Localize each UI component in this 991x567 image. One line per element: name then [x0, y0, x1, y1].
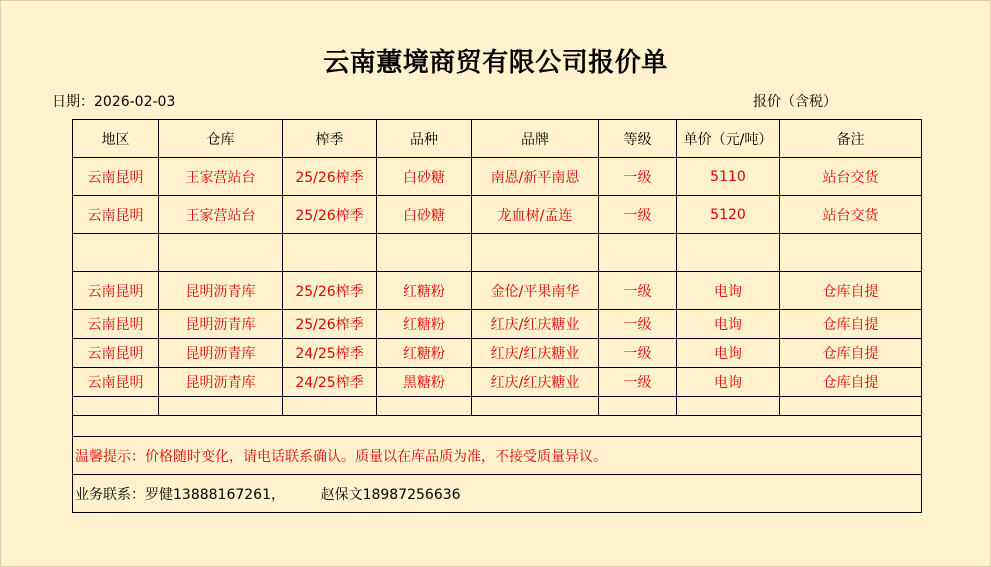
- header-brand: 品牌: [472, 120, 599, 158]
- cell-empty: [599, 234, 677, 272]
- cell-empty: [159, 397, 283, 416]
- cell-empty: [73, 234, 159, 272]
- cell-empty: [472, 234, 599, 272]
- cell-empty: [780, 397, 922, 416]
- cell-variety: 红糖粉: [377, 339, 472, 368]
- notice-row: [73, 437, 922, 475]
- cell-grade: 一级: [599, 310, 677, 339]
- cell-empty: [283, 234, 377, 272]
- spacer-cell: [73, 416, 922, 437]
- table-row: [73, 158, 922, 196]
- cell-grade: 一级: [599, 158, 677, 196]
- cell-season: 24/25榨季: [283, 368, 377, 397]
- header-remark: 备注: [780, 120, 922, 158]
- cell-brand: 红庆/红庆糖业: [472, 310, 599, 339]
- cell-warehouse: 昆明沥青库: [159, 310, 283, 339]
- contact-row: [73, 475, 922, 513]
- table-row-empty: [73, 234, 922, 272]
- cell-unit-price: 电询: [677, 339, 780, 368]
- cell-variety: 白砂糖: [377, 196, 472, 234]
- cell-warehouse: 王家营站台: [159, 196, 283, 234]
- cell-empty: [283, 397, 377, 416]
- table-row: [73, 339, 922, 368]
- table-row: [73, 368, 922, 397]
- cell-brand: 南恩/新平南恩: [472, 158, 599, 196]
- cell-unit-price: 电询: [677, 272, 780, 310]
- cell-unit-price: 电询: [677, 368, 780, 397]
- cell-region: 云南昆明: [73, 339, 159, 368]
- table-row-empty: [73, 397, 922, 416]
- date-label: 日期：: [52, 94, 94, 110]
- cell-season: 25/26榨季: [283, 310, 377, 339]
- cell-unit-price: 5120: [677, 196, 780, 234]
- date-line: [52, 91, 175, 111]
- cell-empty: [377, 234, 472, 272]
- cell-warehouse: 昆明沥青库: [159, 339, 283, 368]
- cell-season: 25/26榨季: [283, 158, 377, 196]
- cell-remark: 站台交货: [780, 158, 922, 196]
- cell-brand: 红庆/红庆糖业: [472, 339, 599, 368]
- header-region: 地区: [73, 120, 159, 158]
- cell-warehouse: 昆明沥青库: [159, 368, 283, 397]
- header-warehouse: 仓库: [159, 120, 283, 158]
- cell-empty: [780, 234, 922, 272]
- price-notice: 温馨提示：价格随时变化，请电话联系确认。质量以在库品质为准，不接受质量异议。: [73, 437, 922, 475]
- header-grade: 等级: [599, 120, 677, 158]
- cell-grade: 一级: [599, 339, 677, 368]
- cell-empty: [677, 397, 780, 416]
- page-title: 云南蕙境商贸有限公司报价单: [323, 48, 668, 78]
- cell-empty: [599, 397, 677, 416]
- cell-empty: [472, 397, 599, 416]
- table-spacer-row: [73, 416, 922, 437]
- cell-unit-price: 电询: [677, 310, 780, 339]
- header-variety: 品种: [377, 120, 472, 158]
- cell-empty: [73, 397, 159, 416]
- table-row: [73, 310, 922, 339]
- cell-warehouse: 昆明沥青库: [159, 272, 283, 310]
- table-header-row: [73, 120, 922, 158]
- cell-variety: 黑糖粉: [377, 368, 472, 397]
- cell-empty: [677, 234, 780, 272]
- cell-remark: 仓库自提: [780, 272, 922, 310]
- cell-season: 24/25榨季: [283, 339, 377, 368]
- date-value: 2026-02-03: [94, 94, 176, 110]
- cell-brand: 金伦/平果南华: [472, 272, 599, 310]
- cell-grade: 一级: [599, 368, 677, 397]
- cell-season: 25/26榨季: [283, 272, 377, 310]
- cell-grade: 一级: [599, 272, 677, 310]
- quote-table: [72, 119, 922, 513]
- header-unit-price: 单价（元/吨）: [677, 120, 780, 158]
- cell-remark: 仓库自提: [780, 339, 922, 368]
- cell-remark: 仓库自提: [780, 310, 922, 339]
- cell-region: 云南昆明: [73, 272, 159, 310]
- cell-variety: 红糖粉: [377, 272, 472, 310]
- cell-region: 云南昆明: [73, 158, 159, 196]
- cell-region: 云南昆明: [73, 310, 159, 339]
- cell-region: 云南昆明: [73, 196, 159, 234]
- cell-remark: 站台交货: [780, 196, 922, 234]
- cell-variety: 白砂糖: [377, 158, 472, 196]
- cell-brand: 红庆/红庆糖业: [472, 368, 599, 397]
- cell-brand: 龙血树/孟连: [472, 196, 599, 234]
- cell-grade: 一级: [599, 196, 677, 234]
- table-row: [73, 196, 922, 234]
- cell-region: 云南昆明: [73, 368, 159, 397]
- cell-season: 25/26榨季: [283, 196, 377, 234]
- table-row: [73, 272, 922, 310]
- header-season: 榨季: [283, 120, 377, 158]
- cell-remark: 仓库自提: [780, 368, 922, 397]
- cell-empty: [377, 397, 472, 416]
- price-tax-note: 报价（含税）: [753, 94, 837, 110]
- cell-variety: 红糖粉: [377, 310, 472, 339]
- cell-unit-price: 5110: [677, 158, 780, 196]
- cell-warehouse: 王家营站台: [159, 158, 283, 196]
- sales-contact: 业务联系：罗健13888167261， 赵保文18987256636: [73, 475, 922, 513]
- cell-empty: [159, 234, 283, 272]
